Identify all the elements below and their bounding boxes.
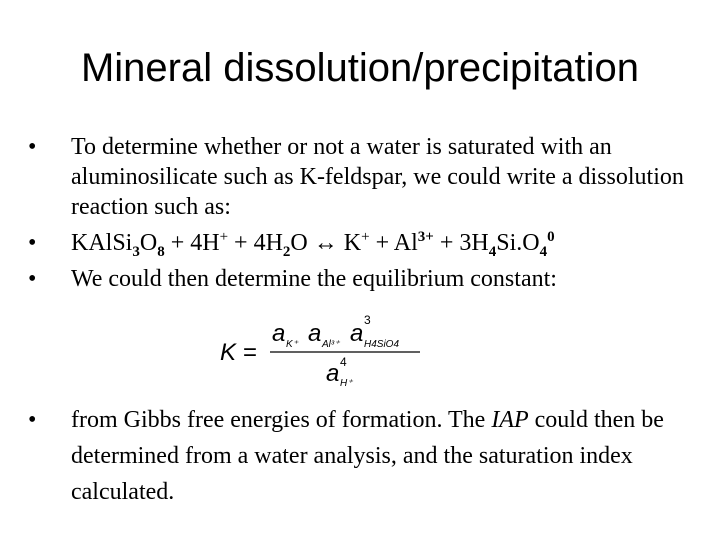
reaction-equation: [71, 229, 555, 260]
reaction-part: O: [139, 230, 158, 256]
reaction-part: Si.O: [496, 230, 540, 256]
reaction-sup: 3+: [417, 229, 434, 245]
formula-lhs: K =: [220, 339, 257, 366]
activity-k-sub: K⁺: [286, 339, 298, 350]
activity-h-sub: H⁺: [340, 378, 353, 388]
bullet-item-3: [28, 264, 698, 294]
bullet-text-4-post: could then be determined from a water analysis, and the saturation index calculated.: [71, 407, 664, 505]
activity-h4sio4: a: [350, 320, 364, 347]
bullet-glyph: •: [28, 134, 37, 160]
reaction-sup: +: [219, 229, 229, 245]
activity-al: a: [308, 320, 322, 347]
activity-h-sup: 4: [340, 355, 347, 369]
reaction-sup: 0: [547, 229, 555, 245]
reaction-part: O ↔ K: [290, 230, 362, 256]
bullet-glyph: •: [28, 266, 37, 292]
reaction-sub: 8: [157, 243, 165, 260]
bullet-glyph: •: [28, 230, 37, 256]
reaction-sub: 4: [539, 243, 548, 260]
activity-k: a: [272, 320, 286, 347]
reaction-sub: 4: [488, 243, 497, 260]
bullet-list-bottom: [28, 402, 698, 510]
bullet-list: [28, 132, 698, 300]
activity-h: a: [326, 360, 340, 387]
bullet-item-2: [28, 228, 698, 258]
bullet-glyph: •: [28, 407, 37, 433]
bullet-item-1: [28, 132, 698, 222]
equilibrium-constant-formula: [220, 312, 430, 388]
bullet-text-4-italic: IAP: [491, 407, 529, 433]
bullet-text-1: To determine whether or not a water is saturated with an aluminosilicate such as K-feldspar, we could write a dissolution reaction such as:: [71, 134, 684, 220]
reaction-part: + 4H: [164, 230, 220, 256]
activity-h4sio4-sub: H4SiO4: [364, 339, 400, 350]
reaction-part: + Al: [369, 230, 418, 256]
reaction-sup: +: [361, 229, 370, 245]
bullet-item-4: [28, 402, 698, 510]
reaction-part: + 4H: [228, 230, 283, 256]
bullet-text-3: We could then determine the equilibrium constant:: [71, 266, 557, 292]
reaction-part: KAlSi: [71, 230, 133, 256]
activity-al-sub: Al³⁺: [322, 339, 340, 350]
activity-h4sio4-sup: 3: [364, 313, 371, 327]
slide-title: Mineral dissolution/precipitation: [80, 46, 640, 90]
reaction-part: + 3H: [433, 230, 489, 256]
reaction-sub: 3: [132, 243, 140, 260]
reaction-sub: 2: [282, 243, 291, 260]
formula-svg: [220, 312, 430, 388]
bullet-text-4-pre: from Gibbs free energies of formation. The: [71, 407, 492, 433]
